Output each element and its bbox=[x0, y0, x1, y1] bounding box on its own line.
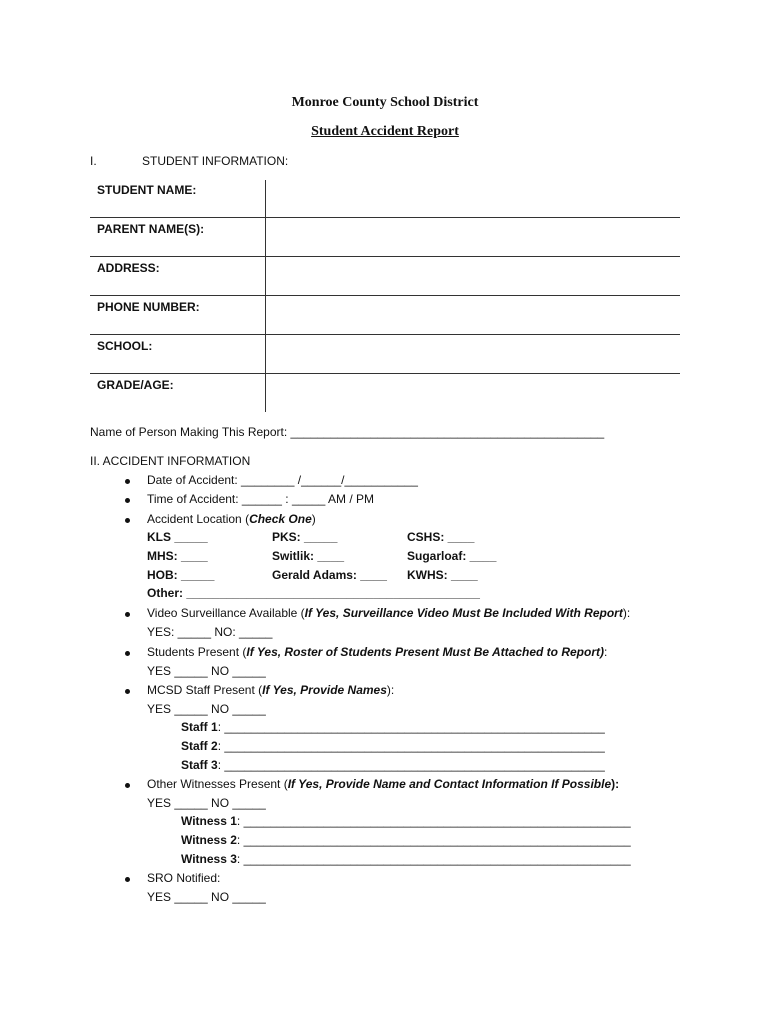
bullet-icon bbox=[125, 651, 130, 656]
bullet-icon bbox=[125, 689, 130, 694]
students-present-label: Students Present (If Yes, Roster of Students Present Must Be Attached to Report): bbox=[147, 645, 608, 659]
date-of-accident[interactable]: Date of Accident: ________ /______/___________ bbox=[147, 473, 418, 487]
label-phone-number: PHONE NUMBER: bbox=[90, 296, 266, 335]
staff-present-label: MCSD Staff Present (If Yes, Provide Names): bbox=[147, 683, 395, 697]
bullet-icon bbox=[125, 877, 130, 882]
student-info-table bbox=[90, 180, 680, 412]
location-cshs[interactable]: CSHS: ____ bbox=[407, 530, 475, 544]
witness-1-line[interactable]: Witness 1: __________________________________________________________ bbox=[181, 814, 631, 828]
field-school[interactable] bbox=[266, 335, 681, 374]
video-surveillance-answer[interactable]: YES: _____ NO: _____ bbox=[147, 625, 273, 639]
location-other[interactable]: Other: ____________________________________________ bbox=[147, 586, 480, 600]
reporter-label: Name of Person Making This Report: bbox=[90, 425, 288, 439]
field-student-name[interactable] bbox=[266, 180, 681, 218]
location-mhs[interactable]: MHS: ____ bbox=[147, 549, 208, 563]
label-school: SCHOOL: bbox=[90, 335, 266, 374]
location-gerald-adams[interactable]: Gerald Adams: ____ bbox=[272, 568, 387, 582]
section1-heading: STUDENT INFORMATION: bbox=[142, 154, 289, 168]
label-parent-names: PARENT NAME(S): bbox=[90, 218, 266, 257]
sro-notified-label: SRO Notified: bbox=[147, 871, 221, 885]
location-sugarloaf[interactable]: Sugarloaf: ____ bbox=[407, 549, 497, 563]
field-grade-age[interactable] bbox=[266, 374, 681, 413]
staff-present-answer[interactable]: YES _____ NO _____ bbox=[147, 702, 266, 716]
section2-heading: II. ACCIDENT INFORMATION bbox=[90, 454, 251, 468]
label-address: ADDRESS: bbox=[90, 257, 266, 296]
witnesses-present-answer[interactable]: YES _____ NO _____ bbox=[147, 796, 266, 810]
location-kls[interactable]: KLS _____ bbox=[147, 530, 208, 544]
bullet-icon bbox=[125, 518, 130, 523]
field-address[interactable] bbox=[266, 257, 681, 296]
witness-3-line[interactable]: Witness 3: __________________________________________________________ bbox=[181, 852, 631, 866]
field-parent-names[interactable] bbox=[266, 218, 681, 257]
location-hob[interactable]: HOB: _____ bbox=[147, 568, 215, 582]
bullet-icon bbox=[125, 612, 130, 617]
bullet-icon bbox=[125, 783, 130, 788]
staff-3-line[interactable]: Staff 3: _________________________________________________________ bbox=[181, 758, 605, 772]
bullet-icon bbox=[125, 479, 130, 484]
section1-numeral: I. bbox=[90, 154, 97, 168]
report-title: Student Accident Report bbox=[311, 124, 459, 139]
witness-2-line[interactable]: Witness 2: __________________________________________________________ bbox=[181, 833, 631, 847]
students-present-answer[interactable]: YES _____ NO _____ bbox=[147, 664, 266, 678]
reporter-line[interactable] bbox=[90, 425, 604, 439]
field-phone-number[interactable] bbox=[266, 296, 681, 335]
bullet-icon bbox=[125, 498, 130, 503]
staff-2-line[interactable]: Staff 2: _________________________________________________________ bbox=[181, 739, 605, 753]
staff-1-line[interactable]: Staff 1: _________________________________________________________ bbox=[181, 720, 605, 734]
reporter-blank[interactable]: _______________________________________________ bbox=[290, 425, 605, 439]
video-surveillance-label: Video Surveillance Available (If Yes, Surveillance Video Must Be Included With Report): bbox=[147, 606, 631, 620]
location-pks[interactable]: PKS: _____ bbox=[272, 530, 338, 544]
label-student-name: STUDENT NAME: bbox=[97, 183, 197, 197]
label-grade-age: GRADE/AGE: bbox=[90, 374, 266, 413]
accident-location-label: Accident Location (Check One) bbox=[147, 512, 316, 526]
time-of-accident[interactable]: Time of Accident: ______ : _____ AM / PM bbox=[147, 492, 375, 506]
district-title: Monroe County School District bbox=[291, 95, 479, 110]
location-kwhs[interactable]: KWHS: ____ bbox=[407, 568, 478, 582]
sro-notified-answer[interactable]: YES _____ NO _____ bbox=[147, 890, 266, 904]
witnesses-present-label: Other Witnesses Present (If Yes, Provide Name and Contact Information If Possible): bbox=[147, 777, 620, 791]
location-switlik[interactable]: Switlik: ____ bbox=[272, 549, 345, 563]
